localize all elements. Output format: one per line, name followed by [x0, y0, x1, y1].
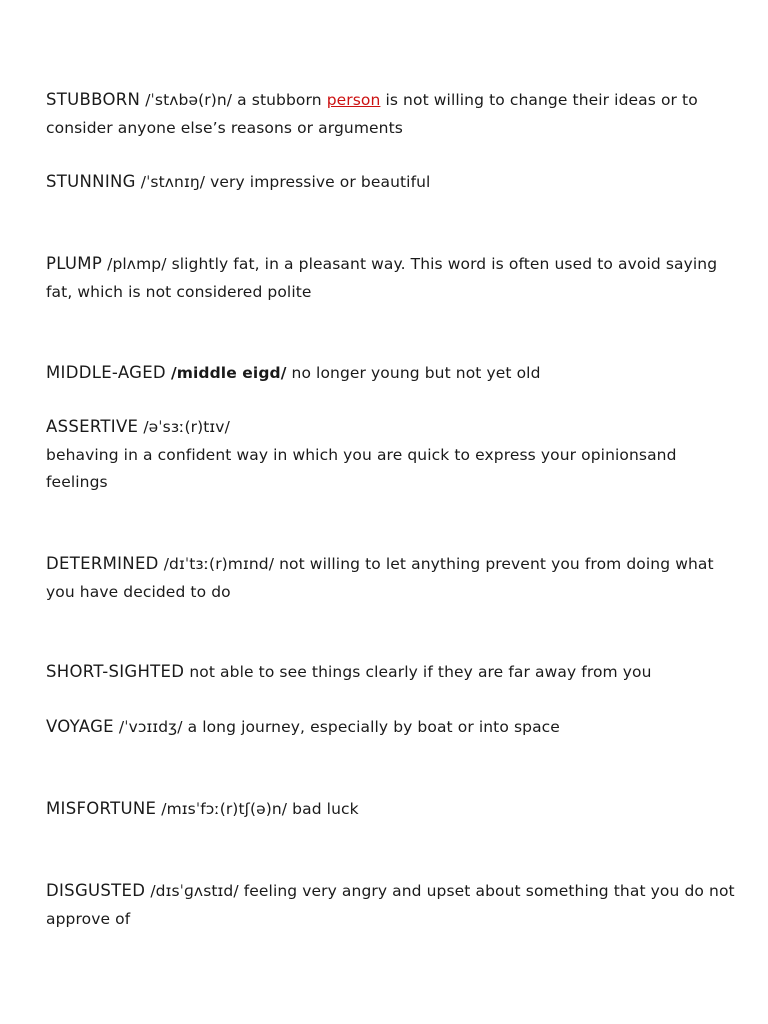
pronunciation: /mɪsˈfɔː(r)tʃ(ə)n/	[161, 800, 288, 818]
headword: VOYAGE	[46, 717, 114, 736]
pronunciation: /dɪˈtɜː(r)mɪnd/	[163, 555, 275, 573]
pronunciation: /ˈvɔɪɪdʒ/	[118, 718, 183, 736]
entry-voyage	[46, 713, 736, 742]
entry-middle-aged	[46, 359, 736, 388]
entry-plump	[46, 250, 736, 306]
definition: no longer young but not yet old	[291, 364, 541, 382]
definition: bad luck	[292, 800, 359, 818]
headword: STUBBORN	[46, 90, 141, 109]
definition: slightly fat, in a pleasant way. This word is often used to avoid saying fat, which is not considered polite	[46, 255, 718, 301]
headword: SHORT-SIGHTED	[46, 662, 185, 681]
entry-disgusted	[46, 877, 736, 933]
entry-stunning	[46, 168, 736, 197]
headword: DETERMINED	[46, 554, 159, 573]
pronunciation: /ˈstʌnɪŋ/	[140, 173, 206, 191]
pronunciation: /plʌmp/	[107, 255, 167, 273]
definition-part: is not willing to change their ideas or to consider anyone else’s reasons or arguments	[46, 91, 698, 137]
definition: not willing to let anything prevent you from doing what you have decided to do	[46, 555, 714, 601]
entry-short-sighted	[46, 658, 736, 687]
headword: DISGUSTED	[46, 881, 146, 900]
pronunciation: /middle eigd/	[170, 364, 287, 382]
entry-assertive	[46, 413, 736, 497]
definition: feeling very angry and upset about something that you do not approve of	[46, 882, 735, 928]
pronunciation: /dɪsˈɡʌstɪd/	[150, 882, 239, 900]
headword: ASSERTIVE	[46, 417, 139, 436]
headword: PLUMP	[46, 254, 103, 273]
definition: not able to see things clearly if they are far away from you	[189, 663, 652, 681]
definition: very impressive or beautiful	[210, 173, 431, 191]
pronunciation: /əˈsɜː(r)tɪv/	[143, 418, 230, 436]
headword: MIDDLE-AGED	[46, 363, 166, 382]
entry-determined	[46, 550, 736, 606]
definition: behaving in a confident way in which you are quick to express your opinionsand feelings	[46, 445, 677, 491]
person-link[interactable]: person	[326, 91, 381, 109]
definition-part: a stubborn	[237, 91, 322, 109]
headword: STUNNING	[46, 172, 136, 191]
headword: MISFORTUNE	[46, 799, 157, 818]
entry-stubborn	[46, 86, 736, 142]
definition: a long journey, especially by boat or into space	[187, 718, 560, 736]
entry-misfortune	[46, 795, 736, 824]
pronunciation: /ˈstʌbə(r)n/	[145, 91, 233, 109]
